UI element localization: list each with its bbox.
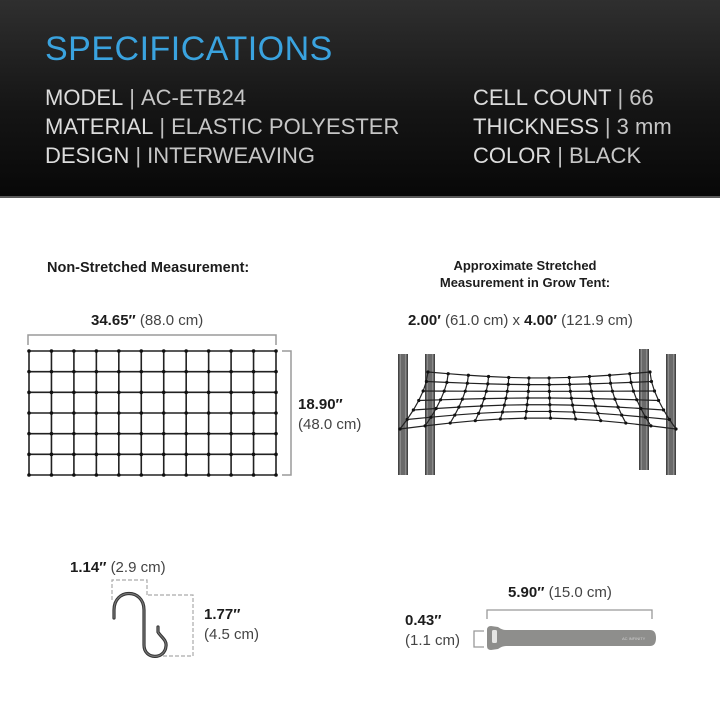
strap-length-cm: (15.0 cm) xyxy=(548,584,612,601)
spec-value: INTERWEAVING xyxy=(147,143,315,168)
spec-key: MODEL xyxy=(45,85,124,110)
spec-key: THICKNESS xyxy=(473,114,599,139)
net-width-cm: (88.0 cm) xyxy=(139,312,204,329)
stretched-dim1-feet: 2.00′ xyxy=(408,312,441,329)
spec-key: DESIGN xyxy=(45,143,130,168)
stretched-heading-line2: Measurement in Grow Tent: xyxy=(439,275,611,290)
net-width-inches: 34.65″ xyxy=(91,312,136,329)
hook-width-inches: 1.14″ xyxy=(70,559,107,576)
stretched-dim2-cm: (121.9 cm) xyxy=(561,312,633,329)
strap-length-bracket xyxy=(487,610,652,619)
hook-height-inches: 1.77″ xyxy=(204,606,241,623)
spec-separator: | xyxy=(135,143,142,168)
spec-value: 66 xyxy=(629,85,654,110)
hook-height-cm: (4.5 cm) xyxy=(204,626,260,643)
spec-separator: | xyxy=(604,114,611,139)
spec-separator: | xyxy=(159,114,166,139)
strap-length-inches: 5.90″ xyxy=(508,584,545,601)
strap-imprint: AC INFINITY xyxy=(622,636,646,641)
non-stretched-heading: Non-Stretched Measurement: xyxy=(47,260,250,276)
net-height-cm: (48.0 cm) xyxy=(298,416,362,433)
page-title: SPECIFICATIONS xyxy=(45,30,333,68)
spec-key: CELL COUNT xyxy=(473,85,612,110)
hook-width-cm: (2.9 cm) xyxy=(110,559,166,576)
spec-separator: | xyxy=(129,85,135,110)
strap-width-inches: 0.43″ xyxy=(405,612,442,629)
stretched-dim1-cm: (61.0 cm) xyxy=(444,312,509,329)
spec-value: 3 mm xyxy=(616,114,672,139)
spec-key: COLOR xyxy=(473,143,552,168)
net-height-inches: 18.90″ xyxy=(298,396,343,413)
stretched-heading-line1: Approximate Stretched xyxy=(453,258,597,273)
spec-value: AC-ETB24 xyxy=(140,85,247,110)
spec-key: MATERIAL xyxy=(45,114,154,139)
spec-value: BLACK xyxy=(568,143,642,168)
strap-slot xyxy=(492,630,497,643)
spec-separator: | xyxy=(557,143,563,168)
spec-separator: | xyxy=(617,85,624,110)
spec-value: ELASTIC POLYESTER xyxy=(171,114,400,139)
strap-width-cm: (1.1 cm) xyxy=(405,632,461,649)
times-symbol: x xyxy=(512,312,520,329)
stretched-dim2-feet: 4.00′ xyxy=(524,312,557,329)
strap-width-bracket xyxy=(474,631,484,647)
